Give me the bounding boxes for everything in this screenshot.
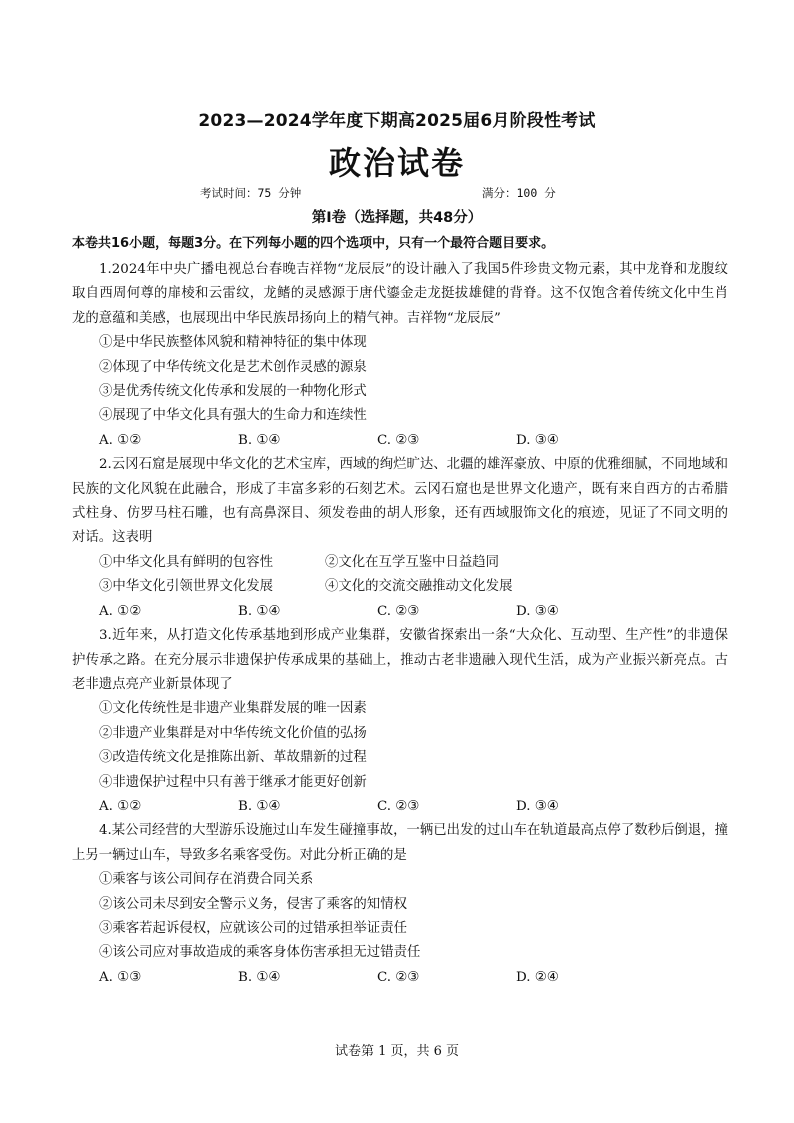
question-option: ②文化在互学互鉴中日益趋同 (325, 554, 500, 570)
answer-choice: C. ②③ (377, 432, 420, 448)
page-footer: 试卷第 1 页，共 6 页 (334, 1044, 460, 1059)
question-option: ②体现了中华传统文化是艺术创作灵感的源泉 (99, 359, 367, 375)
question-option: ②该公司未尽到安全警示义务，侵害了乘客的知情权 (99, 896, 407, 912)
answer-choice: A. ①② (99, 798, 142, 814)
answer-choices (72, 966, 728, 990)
question-option: ②非遗产业集群是对中华传统文化价值的弘扬 (99, 725, 367, 741)
question-option: ①文化传统性是非遗产业集群发展的唯一因素 (99, 701, 367, 717)
question-option: ③乘客若起诉侵权，应就该公司的过错承担举证责任 (99, 920, 407, 936)
answer-choice: D. ③④ (516, 798, 559, 814)
answer-choice: A. ①② (99, 603, 142, 619)
answer-choice: C. ②③ (377, 603, 420, 619)
option-row (72, 575, 728, 599)
question-option: ①乘客与该公司间存在消费合同关系 (99, 872, 314, 888)
question-option: ③是优秀传统文化传承和发展的一种物化形式 (99, 384, 367, 400)
question-stem: 4.某公司经营的大型游乐设施过山车发生碰撞事故，一辆已出发的过山车在轨道最高点停了数秒后倒退，撞上另一辆过山车，导致多名乘客受伤。对此分析正确的是 (72, 823, 728, 863)
answer-choices (72, 600, 728, 624)
answer-choice: B. ①④ (238, 798, 281, 814)
question-option: ①是中华民族整体风貌和精神特征的集中体现 (99, 335, 367, 351)
answer-choice: D. ③④ (516, 603, 559, 619)
answer-choice: A. ①③ (99, 969, 142, 985)
full-score: 满分：100 分 (482, 186, 556, 200)
question-option: ④展现了中华文化具有强大的生命力和连续性 (99, 408, 367, 424)
answer-choice: D. ③④ (516, 432, 559, 448)
section-title: 第Ⅰ卷（选择题，共48分） (311, 210, 483, 226)
exam-time: 考试时间：75 分钟 (200, 186, 302, 200)
question-option: ③改造传统文化是推陈出新、革故鼎新的过程 (99, 750, 367, 766)
answer-choice: B. ①④ (238, 432, 281, 448)
subject-title: 政治试卷 (328, 144, 465, 182)
question-option: ④该公司应对事故造成的乘客身体伤害承担无过错责任 (99, 945, 421, 961)
answer-choice: A. ①② (99, 432, 142, 448)
answer-choice: C. ②③ (377, 798, 420, 814)
question-1 (72, 258, 728, 453)
question-option: ③中华文化引领世界文化发展 (99, 579, 274, 595)
answer-choices (72, 795, 728, 819)
question-option: ④文化的交流交融推动文化发展 (325, 579, 513, 595)
question-option: ④非遗保护过程中只有善于继承才能更好创新 (99, 774, 367, 790)
section-instructions: 本卷共16小题，每题3分。在下列每小题的四个选项中，只有一个最符合题目要求。 (72, 236, 555, 251)
answer-choice: D. ②④ (516, 969, 559, 985)
answer-choice: C. ②③ (377, 969, 420, 985)
question-4 (72, 819, 728, 990)
question-stem: 3.近年来，从打造文化传承基地到形成产业集群，安徽省探索出一条“大众化、互动型、生产性”的非遗保护传承之路。在充分展示非遗保护传承成果的基础上，推动古老非遗融入现代生活，成为产业振兴新亮点。古老非遗点亮产业新景体现了 (72, 628, 728, 692)
question-stem: 2.云冈石窟是展现中华文化的艺术宝库，西域的绚烂旷达、北疆的雄浑豪放、中原的优雅细腻，不同地域和民族的文化风貌在此融合，形成了丰富多彩的石刻艺术。云冈石窟也是世界文化遗产，既有来自西方的古希腊式柱身、仿罗马柱石雕，也有高鼻深目、须发卷曲的胡人形象，还有西域服饰文化的痕迹，见证了不同文明的对话。这表明 (72, 457, 728, 546)
question-option: ①中华文化具有鲜明的包容性 (99, 554, 274, 570)
question-stem: 1.2024年中央广播电视总台春晚吉祥物“龙辰辰”的设计融入了我国5件珍贵文物元素，其中龙脊和龙腹纹取自西周何尊的扉棱和云雷纹，龙鳍的灵感源于唐代鎏金走龙挺拔雄健的背脊。这不仅饱含着传统文化中生肖龙的意蕴和美感，也展现出中华民族昂扬向上的精气神。吉祥物“龙辰辰” (72, 262, 728, 326)
answer-choice: B. ①④ (238, 969, 281, 985)
option-row (72, 551, 728, 575)
questions-body (72, 258, 728, 990)
answer-choice: B. ①④ (238, 603, 281, 619)
answer-choices (72, 429, 728, 453)
exam-title: 2023—2024学年度下期高2025届6月阶段性考试 (198, 111, 596, 131)
question-3 (72, 624, 728, 819)
question-2 (72, 453, 728, 624)
